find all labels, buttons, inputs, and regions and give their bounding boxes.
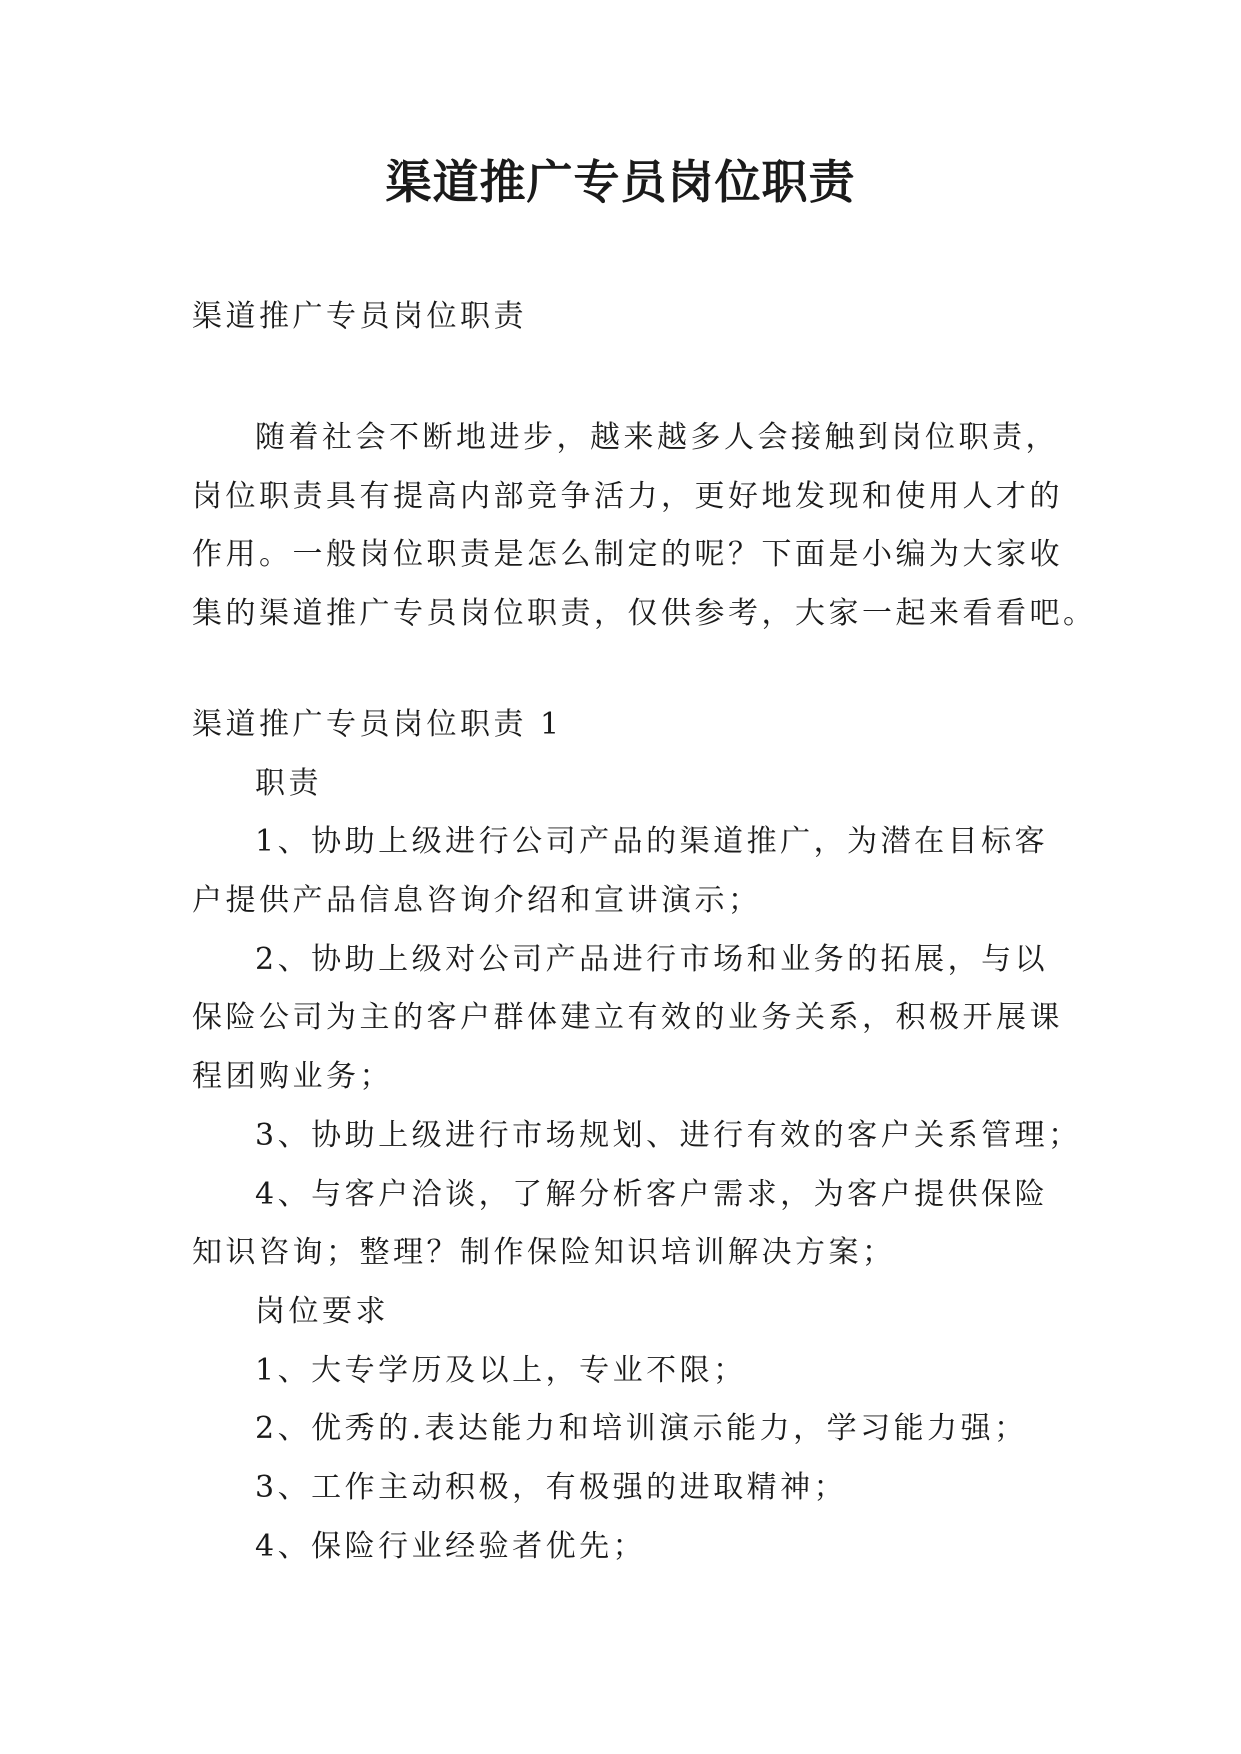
intro-line: 岗位职责具有提高内部竞争活力，更好地发现和使用人才的 <box>192 478 1063 514</box>
section-1 <box>192 696 1082 1576</box>
subtitle-line: 渠道推广专员岗位职责 <box>192 299 527 334</box>
duty-line: 户提供产品信息咨询介绍和宣讲演示； <box>192 883 762 919</box>
duty-line: 知识咨询；整理？制作保险知识培训解决方案； <box>192 1235 896 1271</box>
requirement-line: 4、保险行业经验者优先； <box>255 1528 647 1564</box>
intro-line: 随着社会不断地进步，越来越多人会接触到岗位职责， <box>255 420 1059 455</box>
duty-line: 3、协助上级进行市场规划、进行有效的客户关系管理； <box>255 1117 1082 1153</box>
document-title: 渠道推广专员岗位职责 <box>385 155 856 209</box>
section-heading: 渠道推广专员岗位职责 1 <box>192 707 563 742</box>
subtitle-block <box>192 288 1072 347</box>
intro-paragraph <box>192 409 1097 644</box>
duty-line: 4、与客户洽谈，了解分析客户需求，为客户提供保险 <box>255 1176 1049 1212</box>
duty-line: 2、协助上级对公司产品进行市场和业务的拓展，与以 <box>255 941 1049 977</box>
intro-line: 集的渠道推广专员岗位职责，仅供参考，大家一起来看看吧。 <box>192 596 1097 632</box>
duties-label: 职责 <box>255 765 322 801</box>
requirement-line: 2、优秀的.表达能力和培训演示能力，学习能力强； <box>255 1411 1028 1447</box>
requirement-line: 3、工作主动积极，有极强的进取精神； <box>255 1469 848 1505</box>
requirements-label: 岗位要求 <box>255 1293 389 1329</box>
intro-line: 作用。一般岗位职责是怎么制定的呢？下面是小编为大家收 <box>192 537 1063 573</box>
requirement-line: 1、大专学历及以上，专业不限； <box>255 1352 747 1388</box>
duty-line: 程团购业务； <box>192 1059 393 1095</box>
duty-line: 1、协助上级进行公司产品的渠道推广，为潜在目标客 <box>255 824 1049 860</box>
duty-line: 保险公司为主的客户群体建立有效的业务关系，积极开展课 <box>192 1000 1063 1036</box>
